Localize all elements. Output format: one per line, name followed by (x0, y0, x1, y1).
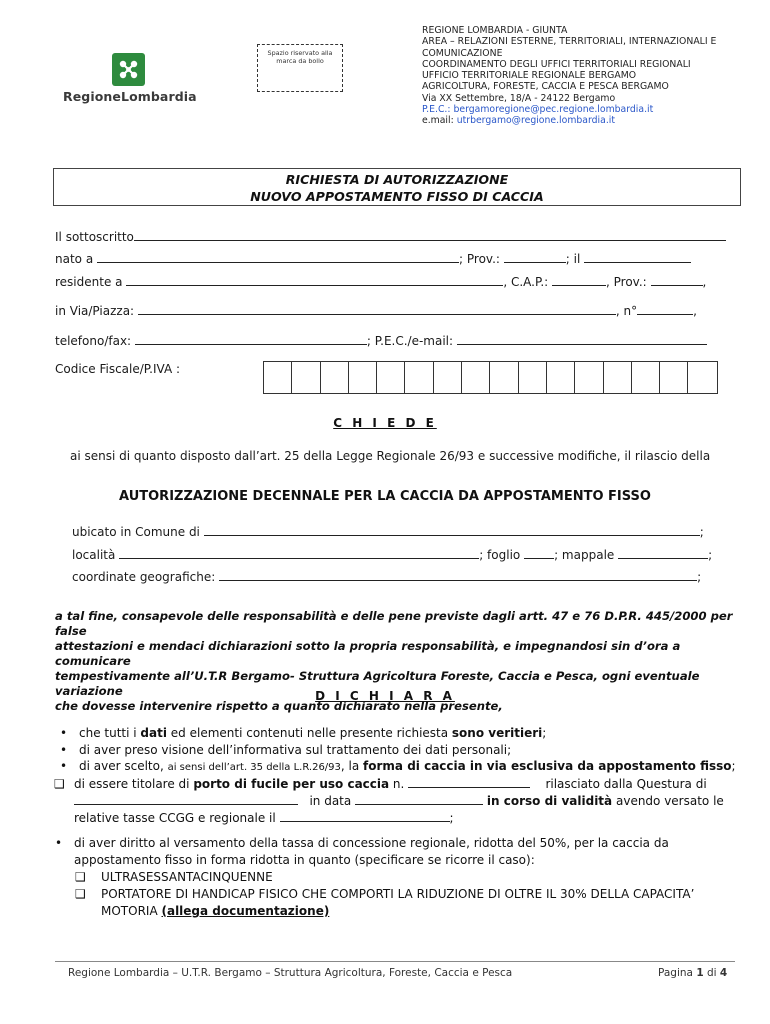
page-total: 4 (719, 967, 728, 979)
label-n: , n° (615, 304, 638, 318)
email-link[interactable]: utrbergamo@regione.lombardia.it (456, 115, 616, 127)
bullet-icon: • (60, 743, 68, 757)
input-foglio[interactable] (524, 547, 554, 559)
input-prov2[interactable] (651, 274, 703, 286)
cf-box[interactable] (604, 362, 632, 393)
cf-box[interactable] (405, 362, 433, 393)
checkbox-icon[interactable]: ❑ (54, 777, 65, 791)
checkbox-item-handicap (75, 886, 735, 920)
bullet-icon: • (60, 759, 68, 773)
input-il[interactable] (584, 251, 691, 263)
cf-box[interactable] (575, 362, 603, 393)
bullet-text: avendo versato le (615, 794, 724, 808)
cf-input-grid[interactable] (263, 361, 718, 394)
input-via[interactable] (138, 303, 616, 315)
bullet-item (60, 758, 736, 776)
bullet-text: di aver scelto, (79, 759, 168, 773)
input-nato[interactable] (97, 251, 459, 263)
address-line: UFFICIO TERRITORIALE REGIONALE BERGAMO (422, 70, 637, 82)
bullet-text: n. (389, 777, 405, 791)
bullet-text: in data (309, 794, 352, 808)
bullet-text: rilasciato dalla Questura di (545, 777, 707, 791)
bullet-bold: porto di fucile per uso caccia (193, 777, 390, 791)
bullet-text: di essere titolare di (74, 777, 194, 791)
input-pec[interactable] (457, 333, 707, 345)
cf-box[interactable] (321, 362, 349, 393)
dichiara-heading: D I C H I A R A (315, 689, 455, 703)
chiede-heading: C H I E D E (333, 416, 437, 430)
input-sottoscritto[interactable] (134, 229, 726, 241)
page-of: di (703, 967, 720, 979)
input-cap[interactable] (552, 274, 606, 286)
label-foglio: ; foglio (479, 548, 521, 562)
bullet-icon: • (60, 726, 68, 740)
label-telefono: telefono/fax: (55, 334, 132, 348)
declaration-line: tempestivamente all’U.T.R Bergamo- Struttura Agricoltura Foreste, Caccia e Pesca, ogni eventuale variazione (55, 669, 700, 698)
address-line: AREA – RELAZIONI ESTERNE, TERRITORIALI, INTERNAZIONALI E (422, 36, 717, 48)
bullet-item (60, 725, 547, 742)
cf-box[interactable] (688, 362, 716, 393)
field-sottoscritto (55, 229, 726, 244)
bullet-text: ed elementi contenuti nelle presente richiesta (166, 726, 452, 740)
address-line: REGIONE LOMBARDIA - GIUNTA (422, 25, 568, 36)
label-prov2: , Prov.: (606, 275, 647, 289)
declaration-line: che dovesse intervenire rispetto a quanto dichiarato nella presente, (55, 699, 503, 713)
input-tasse[interactable] (280, 810, 450, 822)
stamp-text: Spazio riservato alla marca da bollo (267, 49, 333, 66)
office-address (422, 25, 752, 127)
page-number (658, 967, 727, 979)
region-logo-icon (112, 53, 145, 86)
label-mappale: ; mappale (554, 548, 615, 562)
label-coordinate: coordinate geografiche: (72, 570, 216, 584)
label-cap: , C.A.P.: (503, 275, 549, 289)
input-n[interactable] (637, 303, 693, 315)
label-pec: ; P.E.C./e-mail: (366, 334, 454, 348)
logo-text: RegioneLombardia (63, 89, 197, 104)
bullet-text: , la (340, 759, 364, 773)
input-localita[interactable] (119, 547, 479, 559)
bullet-text: ; (449, 811, 454, 825)
input-data[interactable] (355, 793, 483, 805)
field-coordinate: coordinate geografiche: ; (72, 570, 702, 584)
stamp-box (257, 44, 343, 92)
bullet-bold: in corso di validità (486, 794, 613, 808)
label-residente: residente a (55, 275, 123, 289)
cf-box[interactable] (349, 362, 377, 393)
input-mappale[interactable] (618, 547, 708, 559)
page-current: 1 (696, 967, 704, 979)
bullet-text: appostamento fisso in forma ridotta in quanto (specificare se ricorre il caso): (74, 853, 535, 867)
label-comune: ubicato in Comune di (72, 525, 200, 539)
bullet-text: ; (542, 726, 547, 740)
pec-link[interactable]: bergamoregione@pec.regione.lombardia.it (453, 104, 654, 116)
checkbox-item-over65 (75, 869, 273, 886)
declaration-line: a tal fine, consapevole delle responsabilità e delle pene previste dagli artt. 47 e 76 D.P.R. 445/2000 per false (55, 609, 733, 638)
label-il: ; il (565, 252, 581, 266)
cf-box[interactable] (632, 362, 660, 393)
bullet-text: che tutti i (79, 726, 141, 740)
bullet-item (60, 742, 512, 759)
form-title (53, 168, 741, 206)
bullet-text: ; (731, 759, 736, 773)
declaration-line: attestazioni e mendaci dichiarazioni sotto la propria responsabilità, e impegnandosi sin d’ora a comunicare (55, 639, 681, 668)
chiede-text: ai sensi di quanto disposto dall’art. 25 della Legge Regionale 26/93 e successive modifiche, il rilascio della (70, 449, 711, 463)
label-via: in Via/Piazza: (55, 304, 135, 318)
option-text: MOTORIA (101, 904, 162, 918)
email-label: e.mail: (422, 115, 454, 127)
checkbox-item-porto (54, 776, 734, 827)
field-telefono (55, 333, 707, 348)
address-line: AGRICOLTURA, FORESTE, CACCIA E PESCA BERGAMO (422, 81, 669, 93)
input-prov[interactable] (504, 251, 566, 263)
input-residente[interactable] (126, 274, 503, 286)
title-line-1: RICHIESTA DI AUTORIZZAZIONE (285, 172, 509, 187)
bullet-text: ai sensi dell’art. 35 della L.R.26/93 (167, 762, 341, 773)
label-nato: nato a (55, 252, 94, 266)
address-line: COMUNICAZIONE (422, 47, 503, 59)
input-porto-n[interactable] (408, 776, 530, 788)
label-prov: ; Prov.: (459, 252, 500, 266)
input-questura[interactable] (74, 793, 298, 805)
cf-box[interactable] (377, 362, 405, 393)
title-line-2: NUOVO APPOSTAMENTO FISSO DI CACCIA (250, 189, 544, 204)
bullet-bold: dati (140, 726, 167, 740)
footer-text: Regione Lombardia – U.T.R. Bergamo – Struttura Agricoltura, Foreste, Caccia e Pesca (68, 967, 513, 979)
cf-box[interactable] (264, 362, 292, 393)
page-label: Pagina (658, 967, 697, 979)
cf-box[interactable] (660, 362, 688, 393)
field-via: in Via/Piazza: , n° , (55, 304, 697, 318)
bullet-bold: forma di caccia in via esclusiva da appostamento fisso (363, 759, 732, 773)
checkbox-icon[interactable]: ❑ (75, 887, 86, 901)
bullet-icon: • (55, 836, 63, 850)
cf-box[interactable] (462, 362, 490, 393)
bullet-text: di aver preso visione dell’informativa sul trattamento dei dati personali; (79, 743, 512, 757)
auth-title: AUTORIZZAZIONE DECENNALE PER LA CACCIA DA APPOSTAMENTO FISSO (119, 489, 651, 504)
address-line: COORDINAMENTO DEGLI UFFICI TERRITORIALI REGIONALI (422, 58, 691, 70)
option-text: ULTRASESSANTACINQUENNE (101, 870, 273, 884)
bullet-bold: sono veritieri (451, 726, 543, 740)
field-nato (55, 251, 691, 266)
input-comune[interactable] (204, 524, 700, 536)
label-cf: Codice Fiscale/P.IVA : (55, 362, 181, 376)
label-sottoscritto: Il sottoscritto (55, 230, 134, 244)
checkbox-icon[interactable]: ❑ (75, 870, 86, 884)
bullet-item (55, 835, 736, 869)
label-localita: località (72, 548, 116, 562)
bullet-text: relative tasse CCGG e regionale il (74, 811, 276, 825)
input-telefono[interactable] (135, 333, 367, 345)
field-comune: ubicato in Comune di ; (72, 525, 704, 539)
input-coordinate[interactable] (219, 569, 697, 581)
cf-box[interactable] (490, 362, 518, 393)
cf-box[interactable] (434, 362, 462, 393)
option-bold: (allega documentazione) (161, 904, 330, 918)
field-residente: residente a , C.A.P.: , Prov.: , (55, 275, 707, 289)
option-text: PORTATORE DI HANDICAP FISICO CHE COMPORTI LA RIDUZIONE DI OLTRE IL 30% DELLA CAPACITA’ (101, 887, 695, 901)
footer-divider (55, 961, 735, 962)
field-localita: località ; foglio ; mappale ; (72, 548, 713, 562)
cf-box[interactable] (519, 362, 547, 393)
cf-box[interactable] (547, 362, 575, 393)
address-line: Via XX Settembre, 18/A - 24122 Bergamo (422, 92, 616, 104)
pec-label: P.E.C.: (422, 104, 451, 116)
bullet-text: di aver diritto al versamento della tassa di concessione regionale, ridotta del 50%, per la caccia da (74, 836, 669, 850)
cf-box[interactable] (292, 362, 320, 393)
